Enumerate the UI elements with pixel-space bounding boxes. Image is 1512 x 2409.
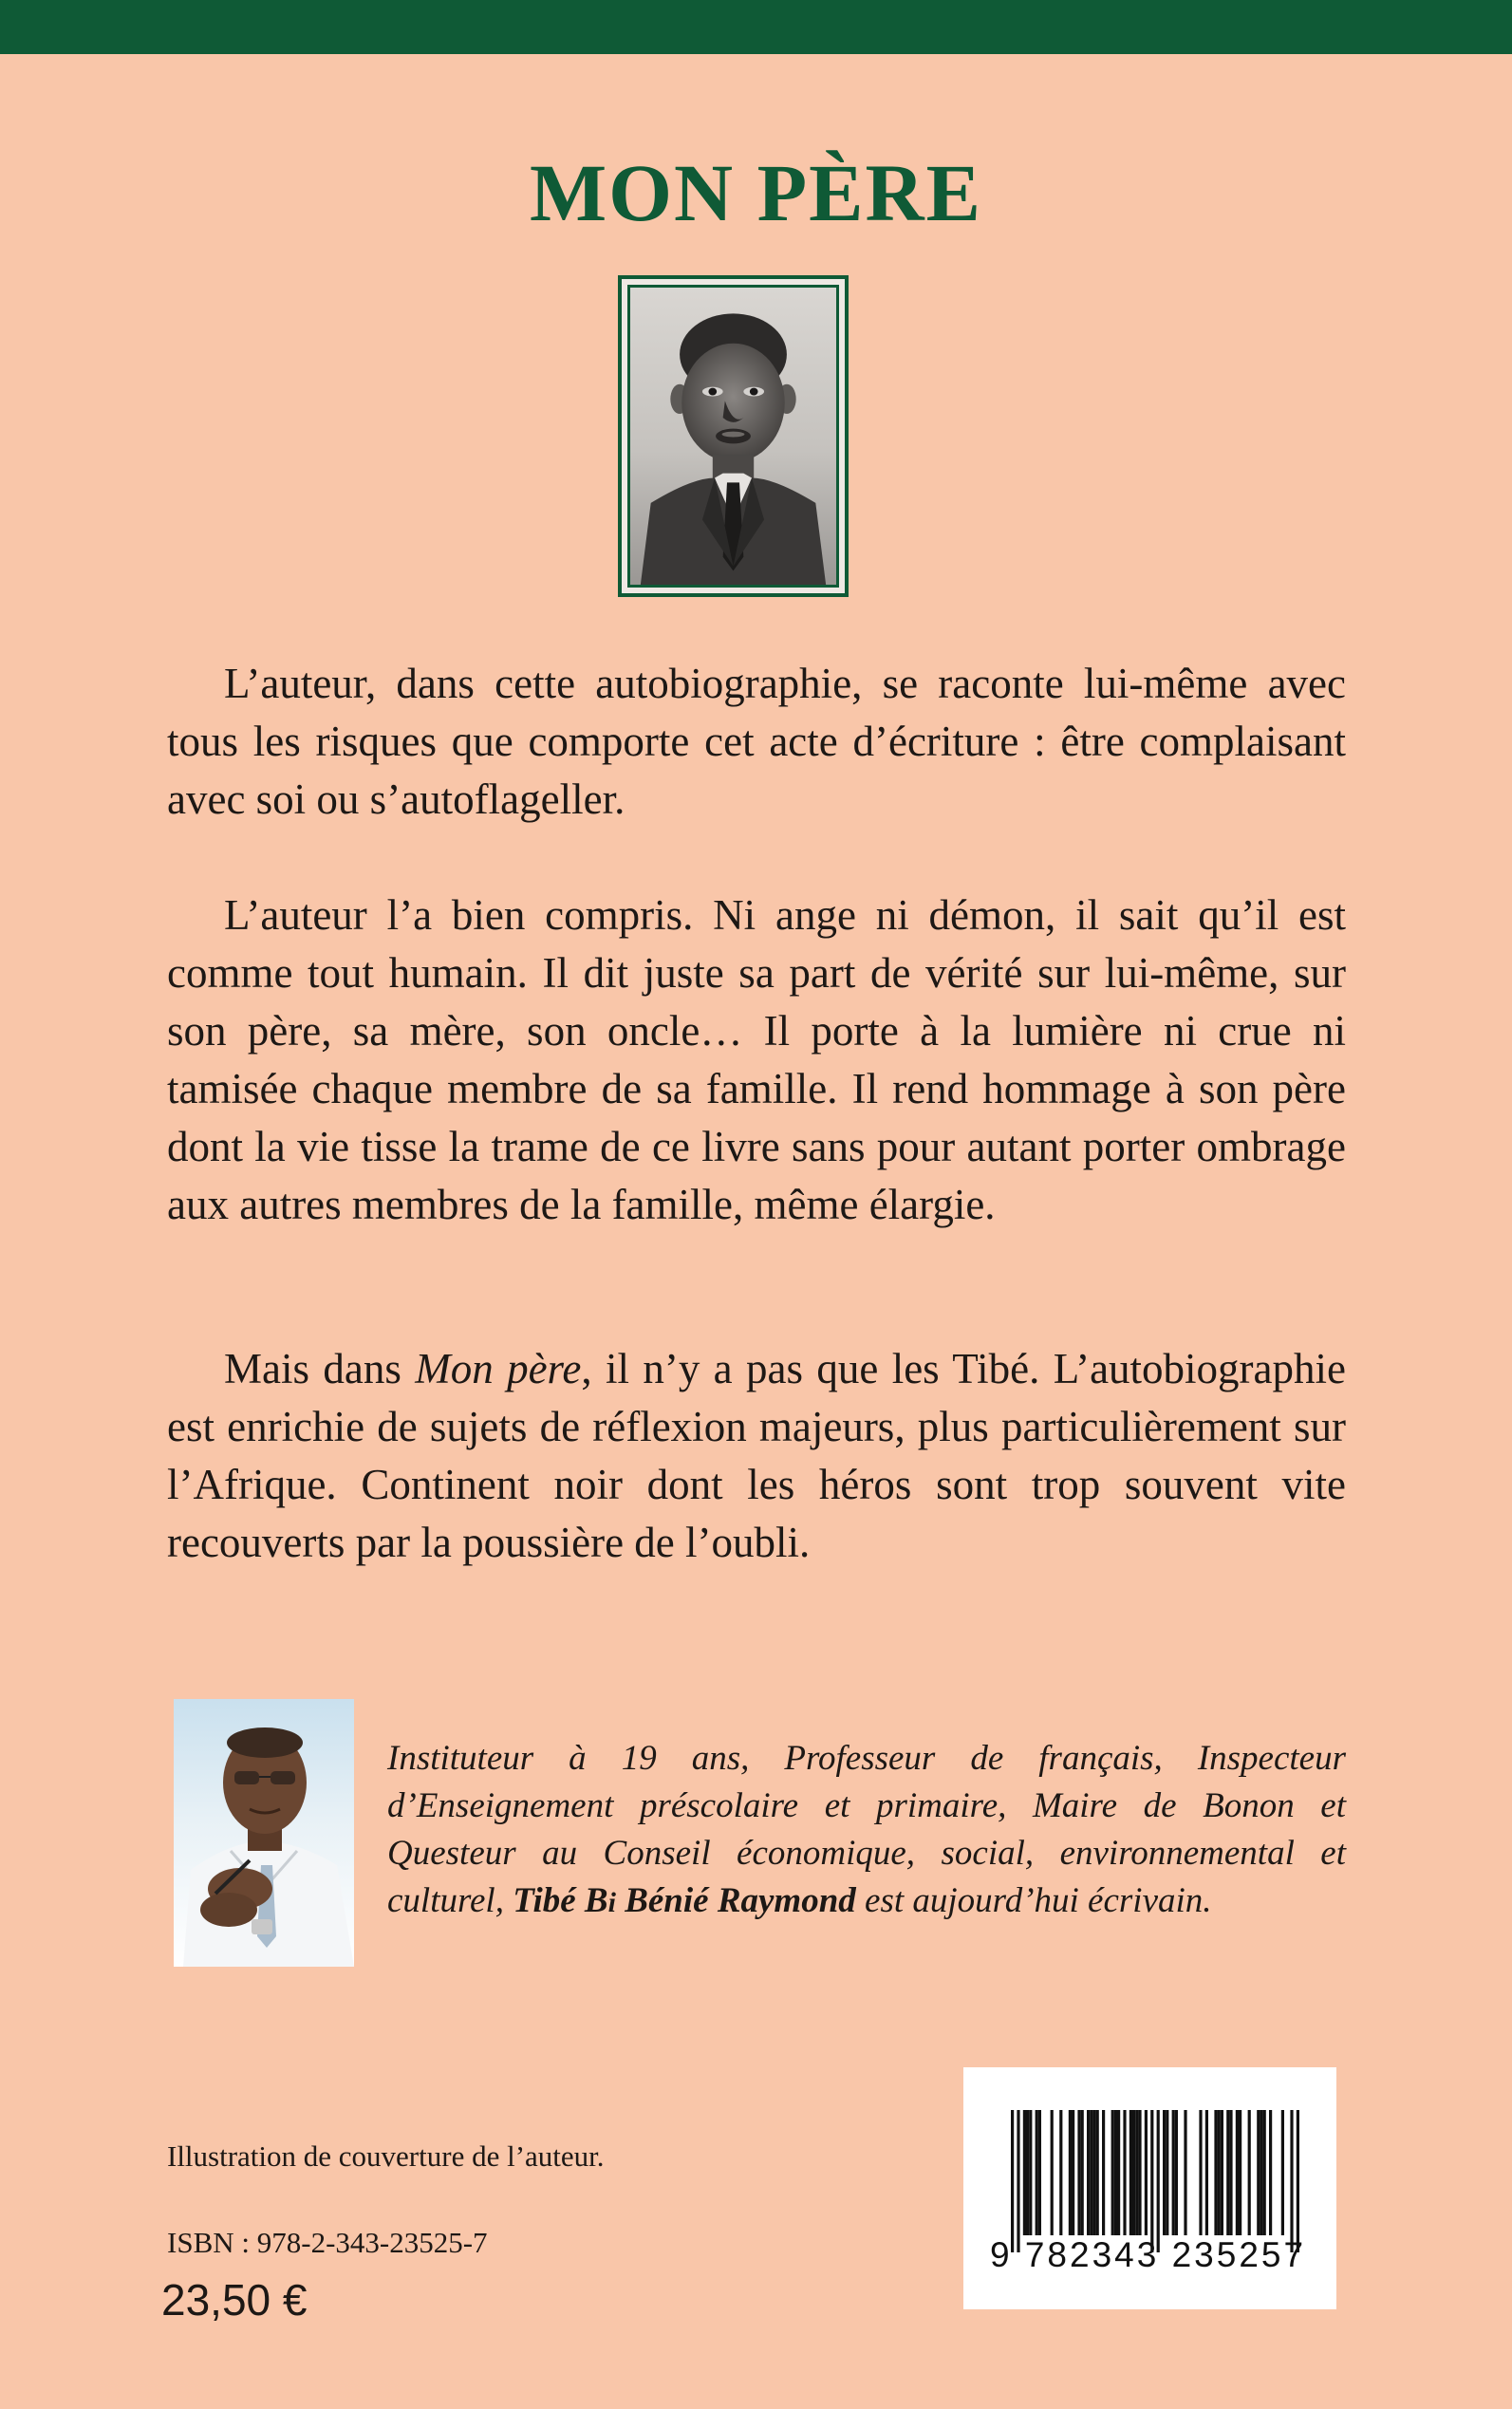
author-photo-icon: [174, 1699, 354, 1967]
barcode-bar: [1081, 2110, 1084, 2235]
barcode-bar: [1248, 2110, 1251, 2235]
barcode-bar: [1218, 2110, 1221, 2235]
bio-text-start: Instituteur à 19 ans, Professeur de français, Inspecteur d’Enseignement préscolaire et primaire, Maire de Bonon et Questeur au Conseil économique, social, environnemental et culturel,: [387, 1739, 1346, 1920]
barcode-bar: [1175, 2110, 1178, 2235]
blurb-paragraph-1: L’auteur, dans cette autobiographie, se raconte lui-même avec tous les risques que comporte cet acte d’écriture : être complaisant avec soi ou s’autoflageller.: [167, 660, 1346, 823]
barcode-bar: [1017, 2110, 1019, 2252]
bio-text-end: est aujourd’hui écrivain.: [855, 1881, 1212, 1920]
barcode-bar: [1111, 2110, 1114, 2235]
paragraph-3-text-end: , il n’y a pas que les Tibé. L’autobiographie est enrichie de sujets de réflexion majeurs, plus particulièrement sur l’Afrique. Continent noir dont les héros sont trop souvent vite recouverts par la poussière de l’oubli.: [167, 1345, 1346, 1566]
barcode-bar: [1026, 2110, 1029, 2235]
isbn: ISBN : 978-2-343-23525-7: [167, 2226, 488, 2259]
barcode-bar: [1205, 2110, 1208, 2235]
barcode-bar: [1226, 2110, 1229, 2235]
barcode-bar: [1239, 2110, 1241, 2235]
barcode-box: [963, 2067, 1336, 2309]
barcode-bar: [1166, 2110, 1168, 2235]
barcode-digits: 9 782343 235257: [990, 2235, 1307, 2274]
barcode-bar: [1072, 2110, 1074, 2235]
barcode-bar: [1096, 2110, 1099, 2235]
pencil-portrait-drawing: [630, 288, 836, 585]
paragraph-3-text-start: Mais dans: [224, 1345, 416, 1392]
barcode-bar: [1069, 2110, 1072, 2235]
barcode-bar: [1102, 2110, 1105, 2235]
price: 23,50 €: [161, 2275, 308, 2325]
author-bio: [387, 1735, 1346, 1927]
blurb-paragraph-3: [167, 1340, 1346, 1572]
barcode-bar: [1038, 2110, 1041, 2235]
barcode-bar: [1236, 2110, 1239, 2235]
barcode-bar: [1221, 2110, 1223, 2235]
barcode-bar: [1132, 2110, 1135, 2235]
illustration-credit: Illustration de couverture de l’auteur.: [167, 2139, 605, 2173]
barcode-bar: [1145, 2110, 1148, 2235]
author-photo-drawing: [174, 1699, 354, 1967]
barcode-bar: [1229, 2110, 1232, 2235]
barcode-bar: [1077, 2110, 1080, 2235]
barcode-bar: [1281, 2110, 1284, 2235]
barcode-bar: [1260, 2110, 1262, 2235]
barcode-bar: [1092, 2110, 1095, 2235]
top-band: [0, 0, 1512, 54]
barcode-bar: [1297, 2110, 1299, 2252]
portrait-illustration-icon: [627, 285, 839, 588]
barcode-bar: [1117, 2110, 1120, 2235]
barcode-bar: [1150, 2110, 1153, 2252]
barcode-bar: [1090, 2110, 1092, 2235]
barcode-bar: [1087, 2110, 1090, 2235]
book-title: MON PÈRE: [529, 147, 983, 238]
barcode-bar: [1129, 2110, 1132, 2235]
barcode-bar: [1263, 2110, 1266, 2235]
barcode-bar: [1059, 2110, 1062, 2235]
barcode-bar: [1138, 2110, 1141, 2235]
barcode-bar: [1269, 2110, 1272, 2235]
barcode-bar: [1172, 2110, 1175, 2235]
barcode-bar: [1135, 2110, 1138, 2235]
barcode-bar: [1029, 2110, 1032, 2235]
barcode-bar: [1163, 2110, 1166, 2235]
barcode-bar: [1199, 2110, 1202, 2235]
barcode-bar: [1257, 2110, 1260, 2235]
author-name: Tibé Bi Bénié Raymond: [513, 1881, 856, 1920]
barcode-bar: [1184, 2110, 1186, 2235]
barcode-bar: [1214, 2110, 1217, 2235]
barcode-bar: [1290, 2110, 1293, 2252]
barcode-bar: [1023, 2110, 1026, 2235]
barcode-bar: [1157, 2110, 1160, 2252]
book-title-italic: Mon père: [415, 1345, 582, 1392]
barcode-bar: [1114, 2110, 1117, 2235]
blurb-paragraph-2: L’auteur l’a bien compris. Ni ange ni démon, il sait qu’il est comme tout humain. Il dit juste sa part de vérité sur lui-même, sur son père, sa mère, son oncle… Il porte à la lumière ni crue ni tamisée chaque membre de sa famille. Il rend hommage à son père dont la vie tisse la trame de ce livre sans pour autant porter ombrage aux autres membres de la famille, même élargie.: [167, 891, 1346, 1228]
cover-illustration-frame: [618, 275, 849, 597]
barcode-bar: [1011, 2110, 1014, 2252]
barcode-bar: [1036, 2110, 1038, 2235]
barcode-bar: [1051, 2110, 1054, 2235]
barcode-bar: [1123, 2110, 1126, 2235]
